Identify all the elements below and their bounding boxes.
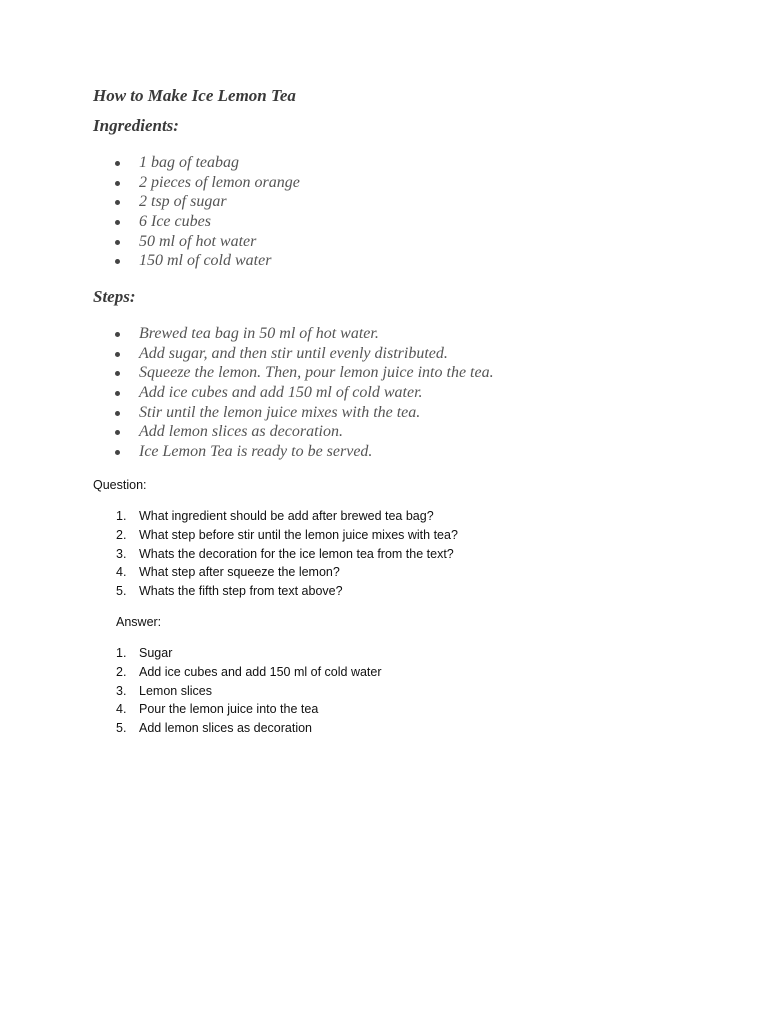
bullet-icon	[115, 371, 120, 376]
question-text: Whats the decoration for the ice lemon tea from the text?	[139, 546, 454, 561]
item-number: 4.	[116, 702, 127, 717]
bullet-icon	[115, 411, 120, 416]
item-number: 4.	[116, 565, 127, 580]
bullet-icon	[115, 161, 120, 166]
ingredient-text: 2 pieces of lemon orange	[139, 173, 300, 191]
bullet-icon	[115, 220, 120, 225]
ingredient-text: 2 tsp of sugar	[139, 193, 227, 211]
bullet-icon	[115, 259, 120, 264]
bullet-icon	[115, 391, 120, 396]
step-text: Add ice cubes and add 150 ml of cold water.	[139, 384, 423, 402]
bullet-icon	[115, 332, 120, 337]
bullet-icon	[115, 200, 120, 205]
question-text: Whats the fifth step from text above?	[139, 584, 343, 599]
answer-text: Sugar	[139, 646, 173, 660]
question-text: What step before stir until the lemon juice mixes with tea?	[139, 527, 458, 542]
ingredient-text: 50 ml of hot water	[139, 232, 257, 250]
step-text: Add lemon slices as decoration.	[139, 423, 343, 441]
step-text: Stir until the lemon juice mixes with the tea.	[139, 403, 421, 421]
answer-text: Add lemon slices as decoration	[139, 721, 313, 736]
bullet-icon	[115, 352, 120, 357]
item-number: 3.	[116, 683, 127, 698]
item-number: 5.	[116, 721, 127, 736]
item-number: 1.	[116, 646, 127, 660]
step-text: Add sugar, and then stir until evenly distributed.	[139, 344, 448, 362]
document-title: How to Make Ice Lemon Tea	[93, 86, 296, 105]
question-text: What step after squeeze the lemon?	[139, 565, 340, 580]
step-text: Ice Lemon Tea is ready to be served.	[139, 443, 373, 461]
item-number: 3.	[116, 546, 127, 561]
item-number: 2.	[116, 664, 127, 679]
step-text: Brewed tea bag in 50 ml of hot water.	[139, 325, 379, 342]
item-number: 1.	[116, 509, 127, 523]
bullet-icon	[115, 450, 120, 455]
answer-text: Lemon slices	[139, 683, 212, 698]
bullet-icon	[115, 430, 120, 435]
answer-label: Answer:	[116, 615, 162, 629]
item-number: 5.	[116, 584, 127, 599]
answer-text: Pour the lemon juice into the tea	[139, 702, 319, 717]
bullet-icon	[115, 181, 120, 186]
bullet-icon	[115, 240, 120, 245]
ingredient-text: 1 bag of teabag	[139, 154, 239, 171]
question-label: Question:	[93, 478, 147, 492]
item-number: 2.	[116, 527, 127, 542]
steps-heading: Steps:	[93, 287, 136, 306]
ingredient-text: 150 ml of cold water	[139, 252, 272, 270]
answer-text: Add ice cubes and add 150 ml of cold water	[139, 664, 382, 679]
step-text: Squeeze the lemon. Then, pour lemon juice into the tea.	[139, 364, 494, 382]
ingredients-heading: Ingredients:	[93, 116, 179, 135]
ingredient-text: 6 Ice cubes	[139, 213, 211, 231]
question-text: What ingredient should be add after brewed tea bag?	[139, 509, 434, 523]
